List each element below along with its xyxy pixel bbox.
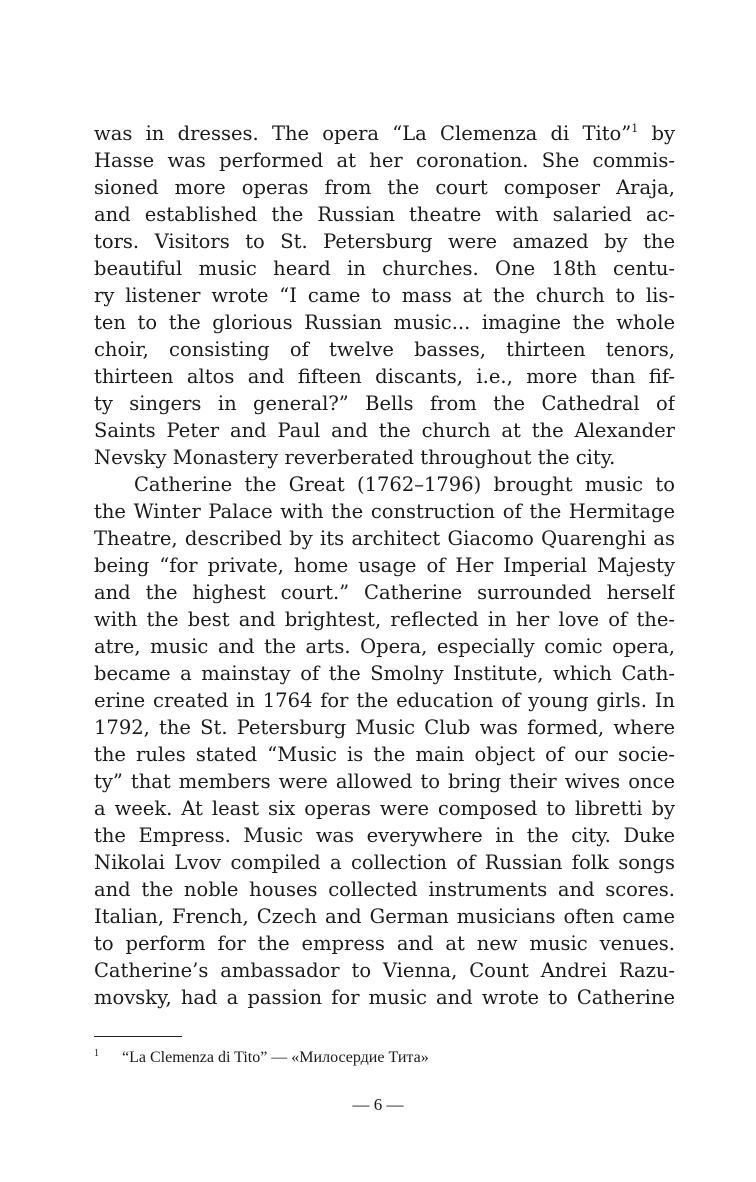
footnote-marker: 1 bbox=[94, 1048, 99, 1059]
text-line: movsky, had a passion for music and wrote to Catherine bbox=[94, 986, 675, 1009]
text-line: ty” that members were allowed to bring their wives once bbox=[94, 770, 675, 793]
text-line: thirteen altos and fifteen discants, i.e., more than fif- bbox=[94, 365, 675, 388]
text-line: being “for private, home usage of Her Imperial Majesty bbox=[94, 554, 675, 577]
text-line: Italian, French, Czech and German musicians often came bbox=[94, 905, 675, 928]
text-line: erine created in 1764 for the education of young girls. In bbox=[94, 689, 675, 712]
text-line: 1792, the St. Petersburg Music Club was formed, where bbox=[94, 716, 675, 739]
text-line: a week. At least six operas were composed to libretti by bbox=[94, 797, 675, 820]
text-line: and the highest court.” Catherine surrounded herself bbox=[94, 581, 675, 604]
text-line: choir, consisting of twelve basses, thirteen tenors, bbox=[94, 338, 675, 361]
page-number: — 6 — bbox=[352, 1095, 404, 1114]
text-line: and established the Russian theatre with salaried ac- bbox=[94, 203, 675, 226]
text-line: became a mainstay of the Smolny Institute, which Cath- bbox=[94, 662, 675, 685]
text-line: ty singers in general?” Bells from the Cathedral of bbox=[94, 392, 675, 415]
text-line: Theatre, described by its architect Giacomo Quarenghi as bbox=[94, 527, 675, 550]
text-line: Hasse was performed at her coronation. She commis- bbox=[94, 149, 675, 172]
text-line: to perform for the empress and at new music venues. bbox=[94, 932, 675, 955]
text-line: the rules stated “Music is the main object of our socie- bbox=[94, 743, 675, 766]
text-line: ry listener wrote “I came to mass at the church to lis- bbox=[94, 284, 675, 307]
text-line: sioned more operas from the court composer Araja, bbox=[94, 176, 675, 199]
text-line: with the best and brightest, reflected in her love of the- bbox=[94, 608, 675, 631]
text-line: Saints Peter and Paul and the church at the Alexander bbox=[94, 419, 675, 442]
text-line: tors. Visitors to St. Petersburg were amazed by the bbox=[94, 230, 675, 253]
body-text bbox=[94, 120, 675, 1011]
text-line: and the noble houses collected instruments and scores. bbox=[94, 878, 675, 901]
text-line: beautiful music heard in churches. One 18th centu- bbox=[94, 257, 675, 280]
text-line: Catherine the Great (1762–1796) brought music to bbox=[134, 473, 675, 496]
text-line: Nikolai Lvov compiled a collection of Russian folk songs bbox=[94, 851, 675, 874]
text-line: ten to the glorious Russian music... imagine the whole bbox=[94, 311, 675, 334]
text-line: the Empress. Music was everywhere in the city. Duke bbox=[94, 824, 675, 847]
text-line: atre, music and the arts. Opera, especially comic opera, bbox=[94, 635, 675, 658]
text-line: the Winter Palace with the construction of the Hermitage bbox=[94, 500, 675, 523]
footnote-text: “La Clemenza di Tito” — «Милосердие Тита» bbox=[122, 1049, 429, 1066]
text-line: was in dresses. The opera “La Clemenza di Tito”$^1$ by bbox=[94, 122, 675, 145]
text-line: Catherine’s ambassador to Vienna, Count Andrei Razu- bbox=[94, 959, 675, 982]
text-line: Nevsky Monastery reverberated throughout the city. bbox=[94, 446, 616, 469]
footnote bbox=[94, 1043, 429, 1069]
footnote-reference[interactable]: 1 bbox=[631, 122, 639, 135]
footnote-divider bbox=[94, 1036, 182, 1037]
